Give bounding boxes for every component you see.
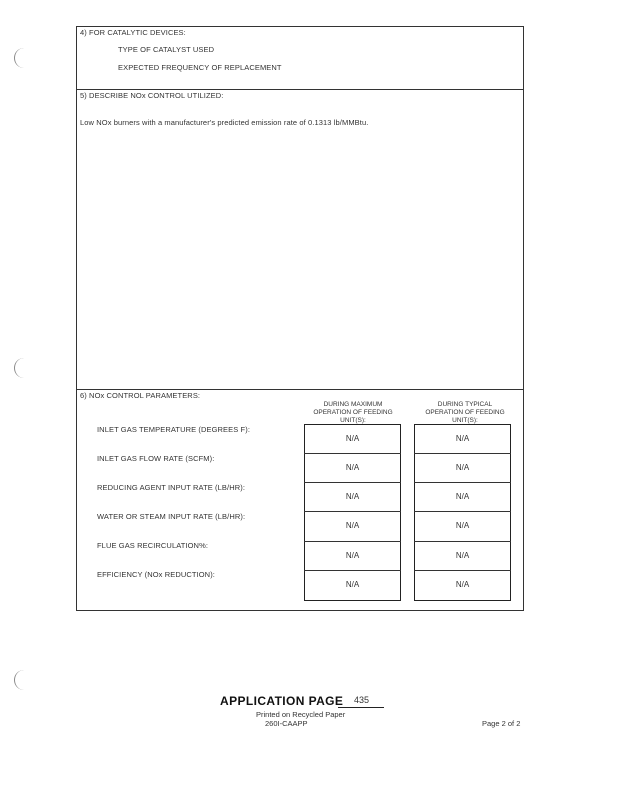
- max-value-inlet-gas-temperature: N/A: [345, 434, 360, 443]
- recycled-paper-note: Printed on Recycled Paper: [256, 710, 346, 719]
- cell-divider: [304, 453, 401, 454]
- cell-divider: [414, 541, 511, 542]
- section4-title: 4) FOR CATALYTIC DEVICES:: [80, 28, 186, 37]
- cell-divider: [304, 482, 401, 483]
- section-divider: [76, 389, 524, 390]
- max-value-inlet-gas-flow-rate: N/A: [345, 463, 360, 472]
- row-label-inlet-gas-temperature: INLET GAS TEMPERATURE (DEGREES F):: [97, 425, 251, 434]
- typical-column-box: [414, 424, 511, 601]
- cell-divider: [304, 541, 401, 542]
- cell-divider: [414, 453, 511, 454]
- row-label-reducing-agent-input-rate: REDUCING AGENT INPUT RATE (LB/HR):: [97, 483, 246, 492]
- typical-value-flue-gas-recirculation: N/A: [455, 551, 470, 560]
- cell-divider: [414, 511, 511, 512]
- max-value-flue-gas-recirculation: N/A: [345, 551, 360, 560]
- row-label-water-steam-input-rate: WATER OR STEAM INPUT RATE (LB/HR):: [97, 512, 246, 521]
- typical-value-efficiency: N/A: [455, 580, 470, 589]
- form-code: 260I-CAAPP: [265, 719, 308, 728]
- row-label-inlet-gas-flow-rate: INLET GAS FLOW RATE (SCFM):: [97, 454, 215, 463]
- application-page-number: 435: [354, 695, 370, 705]
- row-label-flue-gas-recirculation: FLUE GAS RECIRCULATION%:: [97, 541, 209, 550]
- application-page-label: APPLICATION PAGE: [220, 694, 344, 708]
- section5-title: 5) DESCRIBE NOx CONTROL UTILIZED:: [80, 91, 224, 100]
- typical-value-inlet-gas-temperature: N/A: [455, 434, 470, 443]
- binder-hole-mark: [14, 48, 27, 68]
- binder-hole-mark: [14, 670, 27, 690]
- nox-control-description: Low NOx burners with a manufacturer's predicted emission rate of 0.1313 lb/MMBtu.: [80, 118, 369, 127]
- column-header-typical: DURING TYPICAL OPERATION OF FEEDING UNIT(S):: [425, 401, 505, 424]
- section-divider: [76, 89, 524, 90]
- column-header-maximum: DURING MAXIMUM OPERATION OF FEEDING UNIT(S):: [313, 401, 393, 424]
- max-column-box: [304, 424, 401, 601]
- replacement-frequency-label: EXPECTED FREQUENCY OF REPLACEMENT: [118, 63, 282, 72]
- binder-hole-mark: [14, 358, 27, 378]
- section6-title: 6) NOx CONTROL PARAMETERS:: [80, 391, 201, 400]
- cell-divider: [304, 570, 401, 571]
- max-value-efficiency: N/A: [345, 580, 360, 589]
- max-value-reducing-agent-input-rate: N/A: [345, 492, 360, 501]
- page-number-underline: [338, 707, 384, 708]
- cell-divider: [414, 570, 511, 571]
- typical-value-water-steam-input-rate: N/A: [455, 521, 470, 530]
- cell-divider: [414, 482, 511, 483]
- typical-value-reducing-agent-input-rate: N/A: [455, 492, 470, 501]
- max-value-water-steam-input-rate: N/A: [345, 521, 360, 530]
- cell-divider: [304, 511, 401, 512]
- typical-value-inlet-gas-flow-rate: N/A: [455, 463, 470, 472]
- row-label-efficiency: EFFICIENCY (NOx REDUCTION):: [97, 570, 215, 579]
- page-of-count: Page 2 of 2: [482, 719, 521, 728]
- catalyst-type-label: TYPE OF CATALYST USED: [118, 45, 215, 54]
